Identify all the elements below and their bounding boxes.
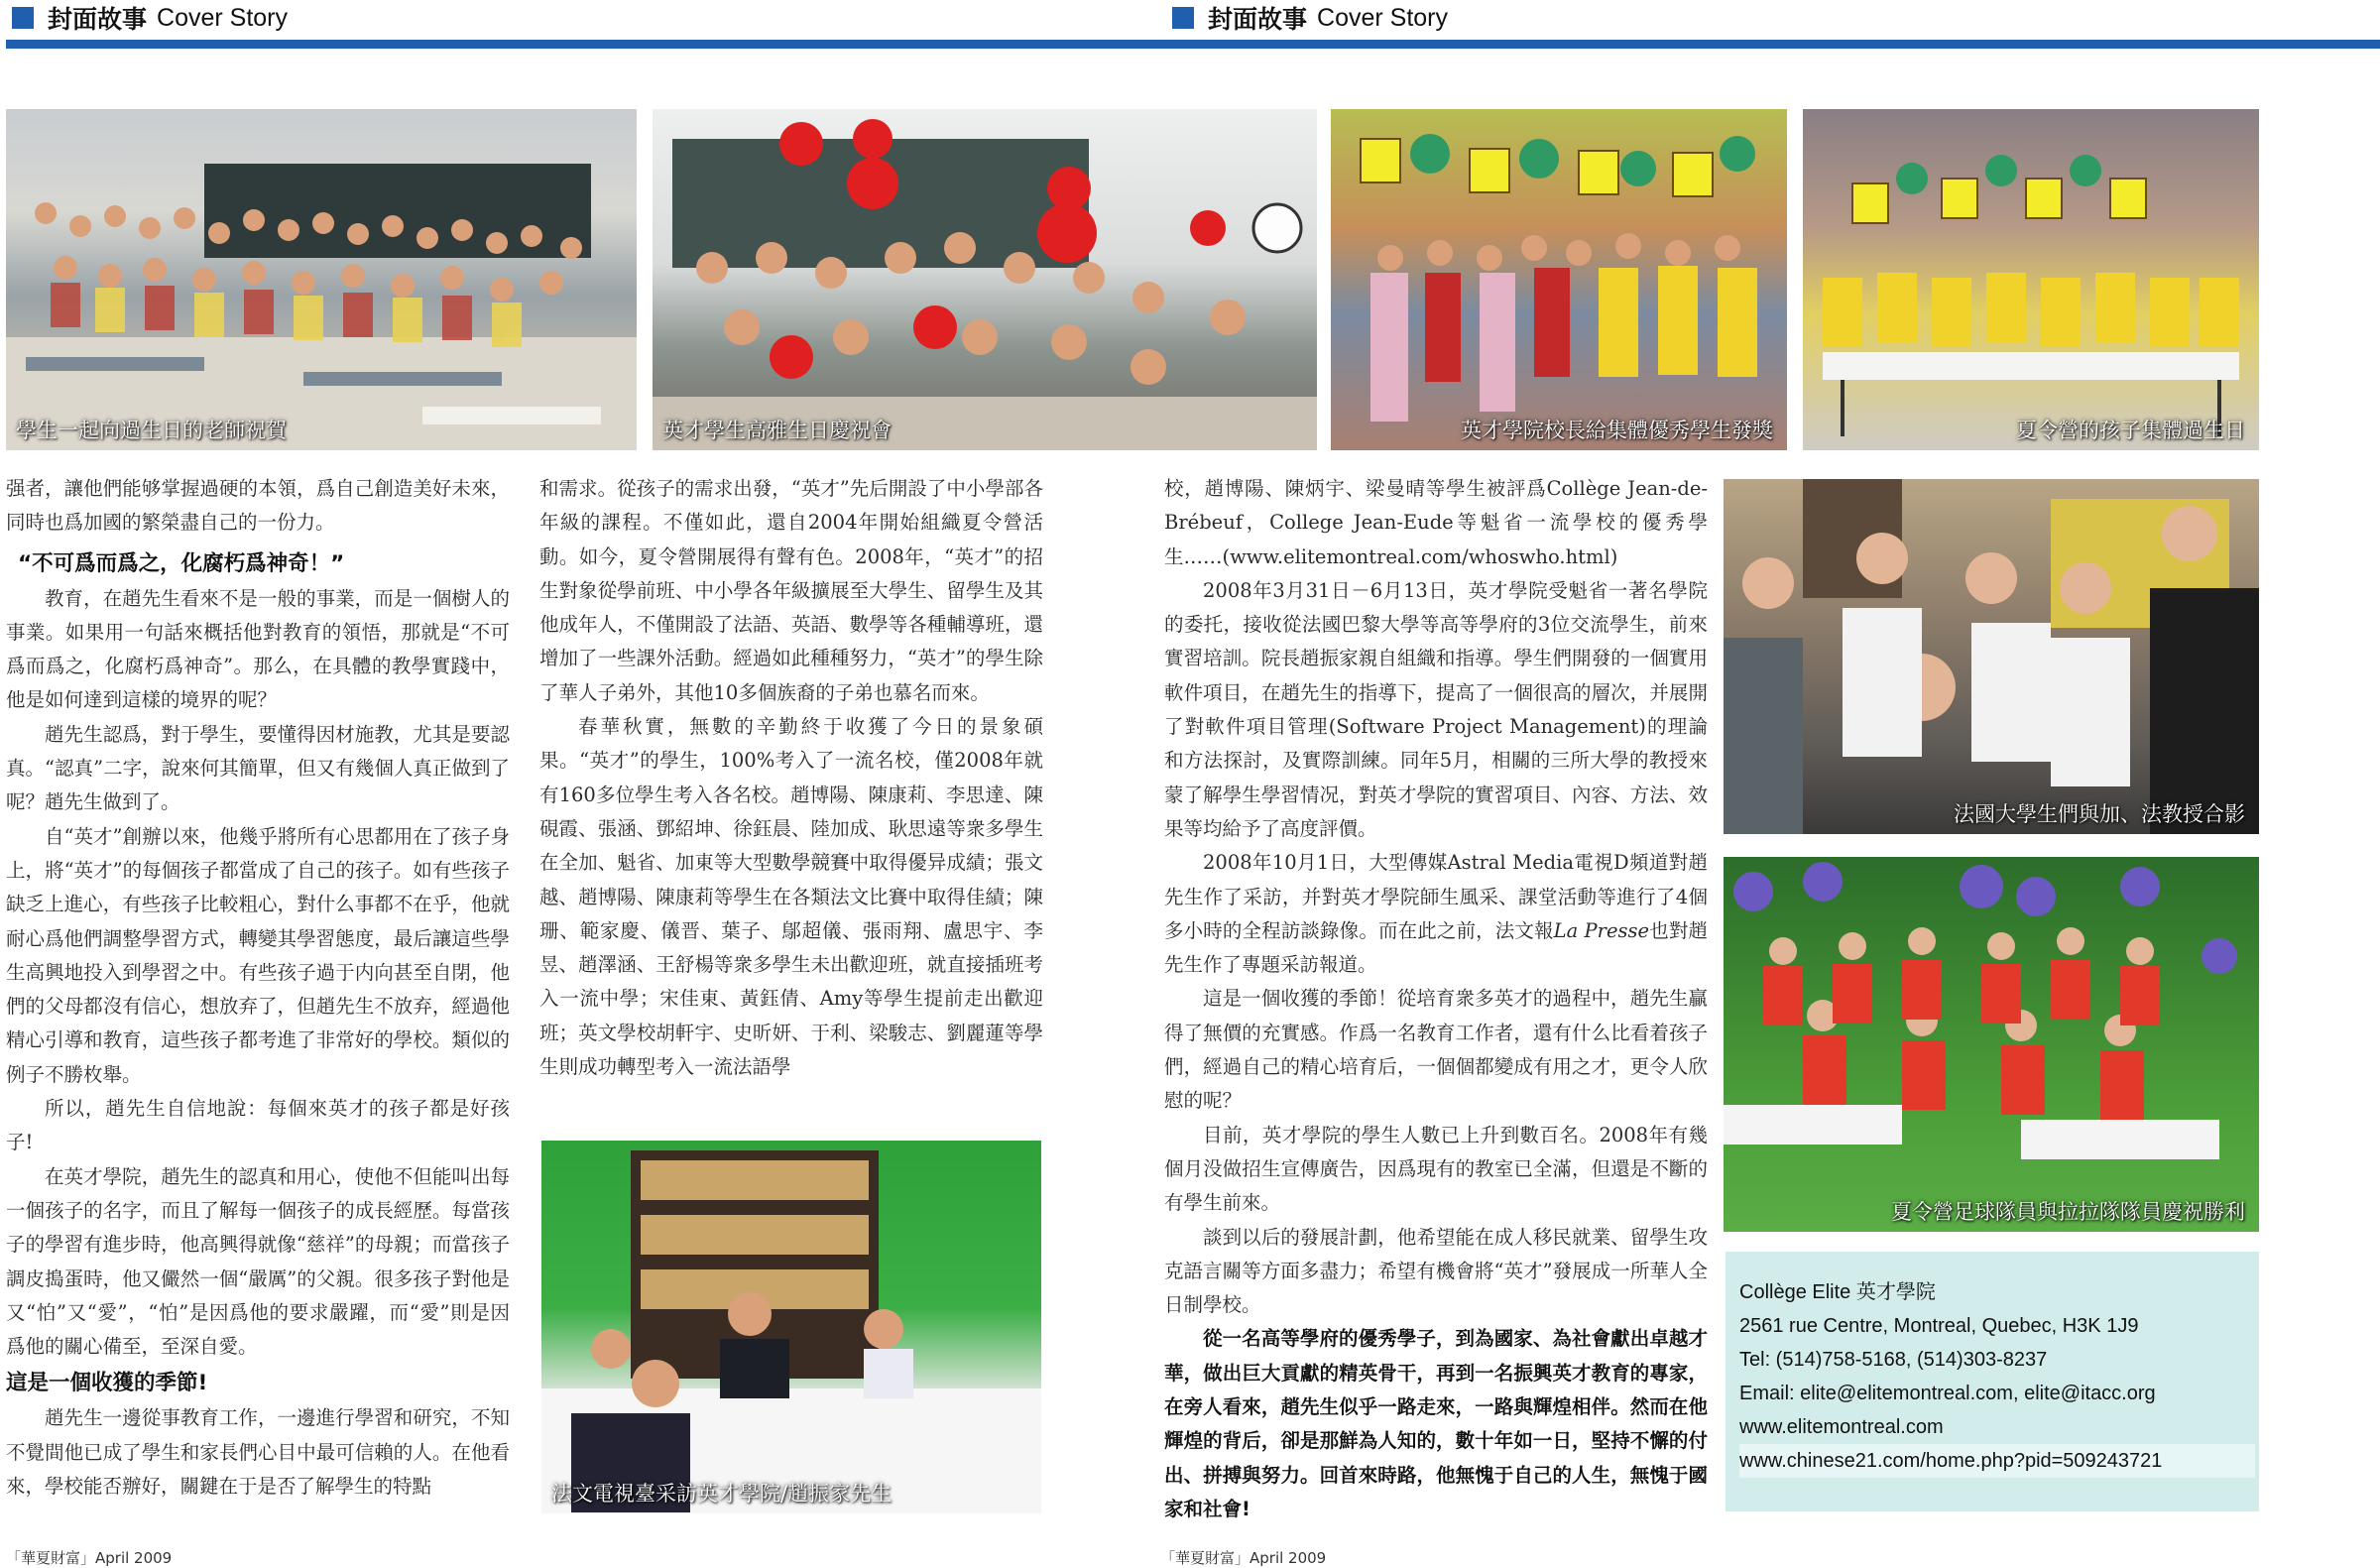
photo-camp-birthday-art [1803, 109, 2259, 450]
photo-caption: 英才學院校長給集體優秀學生發獎 [1461, 419, 1773, 442]
photo-french-students-art [1724, 479, 2259, 834]
photo-tv-interview-art [541, 1141, 1041, 1513]
paragraph: 目前，英才學院的學生人數已上升到數百名。2008年有幾個月没做招生宣傳廣告，因爲現有的教室已全滿，但還是不斷的有學生前來。 [1164, 1123, 1708, 1215]
section-title-en: Cover Story [157, 3, 288, 32]
paragraph: 談到以后的發展計劃，他希望能在成人移民就業、留學生攻克語言關等方面多盡力；希望有機會將“英才”發展成一所華人全日制學校。 [1164, 1225, 1708, 1317]
photo-caption: 夏令營的孩子集體過生日 [2016, 419, 2245, 442]
footer-left: 「華夏財富」April 2009 [6, 1549, 173, 1567]
section-square-icon [12, 7, 34, 29]
photo-camp-birthday [1803, 109, 2259, 450]
footer-right: 「華夏財富」April 2009 [1160, 1549, 1327, 1567]
section-title-en: Cover Story [1317, 3, 1448, 32]
photo-caption: 法國大學生們與加、法教授合影 [1954, 802, 2245, 826]
paragraph: 在英才學院，趙先生的認真和用心，使他不但能叫出每一個孩子的名字，而且了解每一個孩子的成長經歷。每當孩子的學習有進步時，他高興得就像“慈祥”的母親；而當孩子調皮搗蛋時，他又儼然一個“嚴厲”的父親。很多孩子對他是又“怕”又“愛”，“怕”是因爲他的要求嚴躍，而“愛”則是因爲他的關心備至，至深自愛。 [6, 1164, 510, 1359]
section-square-icon [1172, 7, 1194, 29]
paragraph: 趙先生認爲，對于學生，要懂得因材施教，尤其是要認真。“認真”二字，說來何其簡單，但又有幾個人真正做到了呢？趙先生做到了。 [6, 722, 510, 814]
subheading: “不可爲而爲之，化腐朽爲神奇！” [18, 550, 345, 576]
paragraph: 强者，讓他們能够掌握過硬的本領，爲自己創造美好未來，同時也爲加國的繁榮盡自己的一份力。 [6, 477, 510, 535]
article-column-3 [1164, 472, 1708, 1526]
newspaper-name: La Presse [1553, 918, 1650, 942]
photo-classroom-art [6, 109, 637, 450]
photo-award [1331, 109, 1787, 450]
paragraph-text: 也對趙先生作了專題采訪報道。 [1164, 918, 1708, 977]
section-title-cn: 封面故事 [1208, 5, 1308, 34]
photo-birthday [653, 109, 1317, 450]
subheading: 這是一個收獲的季節! [6, 1371, 208, 1396]
school-name: Collège Elite 英才學院 [1739, 1281, 1936, 1303]
photo-caption: 學生一起向過生日的老師祝賀 [16, 419, 287, 442]
paragraph [1164, 846, 1708, 982]
header-left [12, 0, 288, 36]
paragraph: 教育，在趙先生看來不是一般的事業，而是一個樹人的事業。如果用一句話來概括他對教育的領悟，那就是“不可爲而爲之，化腐朽爲神奇”。那么，在具體的教學實踐中，他是如何達到這樣的境界的呢？ [6, 586, 510, 712]
paragraph: 春華秋實，無數的辛勤終于收獲了今日的景象碩果。“英才”的學生，100%考入了一流名校，僅2008年就有160多位學生考入各名校。趙博陽、陳康莉、李思達、陳硯霞、張涵、鄧紹坤、徐鈺晨、陸加成、耿思遠等衆多學生在全加、魁省、加東等大型數學競賽中取得優异成績；張文越、趙博陽、陳康莉等學生在各類法文比賽中取得佳績；陳珊、範家慶、儀晋、葉子、鄔超儀、張雨翔、盧思宇、李昱、趙澤涵、王舒楊等衆多學生未出歡迎班，就直接插班考入一流中學；宋佳東、黃鈺倩、Amy等學生提前走出歡迎班；英文學校胡軒宇、史昕妍、于利、梁駿志、劉麗蓮等學生則成功轉型考入一流法語學 [539, 715, 1043, 1079]
header-right [1172, 0, 1448, 36]
school-phone: Tel: (514)758-5168, (514)303-8237 [1739, 1349, 2048, 1371]
school-website-2: www.chinese21.com/home.php?pid=509243721 [1739, 1444, 2255, 1478]
photo-award-art [1331, 109, 1787, 450]
closing-paragraph: 從一名高等學府的優秀學子，到為國家、為社會獻出卓越才華，做出巨大貢獻的精英骨干，再到一名振興英才教育的專家，在旁人看來，趙先生似乎一路走來，一路與輝煌相伴。然而在他輝煌的背后，卻是那鮮為人知的，數十年如一日，堅持不懈的付出、拼搏與努力。回首來時路，他無愧于自己的人生，無愧于國家和社會! [1164, 1327, 1708, 1520]
photo-soccer-team-art [1724, 857, 2259, 1232]
photo-tv-interview [541, 1141, 1041, 1513]
school-address: 2561 rue Centre, Montreal, Quebec, H3K 1J9 [1739, 1315, 2139, 1337]
paragraph: 趙先生一邊從事教育工作，一邊進行學習和研究，不知不覺間他已成了學生和家長們心目中最可信賴的人。在他看來，學校能否辦好，關鍵在于是否了解學生的特點 [6, 1406, 510, 1499]
photo-caption: 英才學生高雅生日慶祝會 [662, 419, 892, 442]
photo-soccer-team [1724, 857, 2259, 1232]
section-title-cn: 封面故事 [48, 5, 148, 34]
article-column-1 [6, 472, 510, 1504]
photo-birthday-art [653, 109, 1317, 450]
contact-box [1726, 1252, 2259, 1511]
paragraph: 這是一個收獲的季節！從培育衆多英才的過程中，趙先生贏得了無價的充實感。作爲一名教育工作者，還有什么比看着孩子們，經過自己的精心培育后，一個個都變成有用之才，更令人欣慰的呢？ [1164, 987, 1708, 1113]
header-rule [6, 40, 2380, 49]
photo-caption: 法文電視臺采訪英才學院/趙振家先生 [551, 1482, 892, 1506]
photo-classroom [6, 109, 637, 450]
photo-caption: 夏令營足球隊員與拉拉隊隊員慶祝勝利 [1891, 1200, 2245, 1224]
paragraph-text: 2008年10月1日，大型傳媒Astral Media電視D頻道對趙先生作了采訪，并對英才學院師生風采、課堂活動等進行了4個多小時的全程訪談錄像。而在此之前，法文報 [1164, 851, 1708, 942]
paragraph: 所以，趙先生自信地說：每個來英才的孩子都是好孩子! [6, 1097, 510, 1154]
school-website: www.elitemontreal.com [1739, 1416, 1944, 1438]
paragraph: 自“英才”創辦以來，他幾乎將所有心思都用在了孩子身上，將“英才”的每個孩子都當成了自己的孩子。如有些孩子缺乏上進心，有些孩子比較粗心，對什么事都不在乎，他就耐心爲他們調整學習方式，轉變其學習態度，最后讓這些學生高興地投入到學習之中。有些孩子過于内向甚至自閉，他們的父母都沒有信心，想放弃了，但趙先生不放弃，經過他精心引導和教育，這些孩子都考進了非常好的學校。類似的例子不勝枚舉。 [6, 824, 510, 1086]
paragraph: 2008年3月31日－6月13日，英才學院受魁省一著名學院的委托，接收從法國巴黎大學等高等學府的3位交流學生，前來實習培訓。院長趙振家親自組織和指導。學生們開發的一個實用軟件項目，在趙先生的指導下，提高了一個很高的層次，并展開了對軟件項目管理(Software Project Management)的理論和方法探討，及實際訓練。同年5月，相關的三所大學的教授來蒙了解學生學習情况，對英才學院的實習項目、內容、方法、效果等均給予了高度評價。 [1164, 578, 1708, 840]
paragraph: 和需求。從孩子的需求出發，“英才”先后開設了中小學部各年級的課程。不僅如此，還自2004年開始組織夏令營活動。如今，夏令營開展得有聲有色。2008年，“英才”的招生對象從學前班、中小學各年級擴展至大學生、留學生及其他成年人，不僅開設了法語、英語、數學等各種輔導班，還增加了一些課外活動。經過如此種種努力，“英才”的學生除了華人子弟外，其他10多個族裔的子弟也慕名而來。 [539, 477, 1043, 704]
photo-french-students [1724, 479, 2259, 834]
paragraph: 校，趙博陽、陳炳宇、梁曼晴等學生被評爲Collège Jean-de-Brébeuf，College Jean-Eude等魁省一流學校的優秀學生……(www.elitemontreal.com/whoswho.html) [1164, 477, 1708, 568]
school-email: Email: elite@elitemontreal.com, elite@itacc.org [1739, 1383, 2156, 1404]
article-column-2 [539, 472, 1043, 1084]
